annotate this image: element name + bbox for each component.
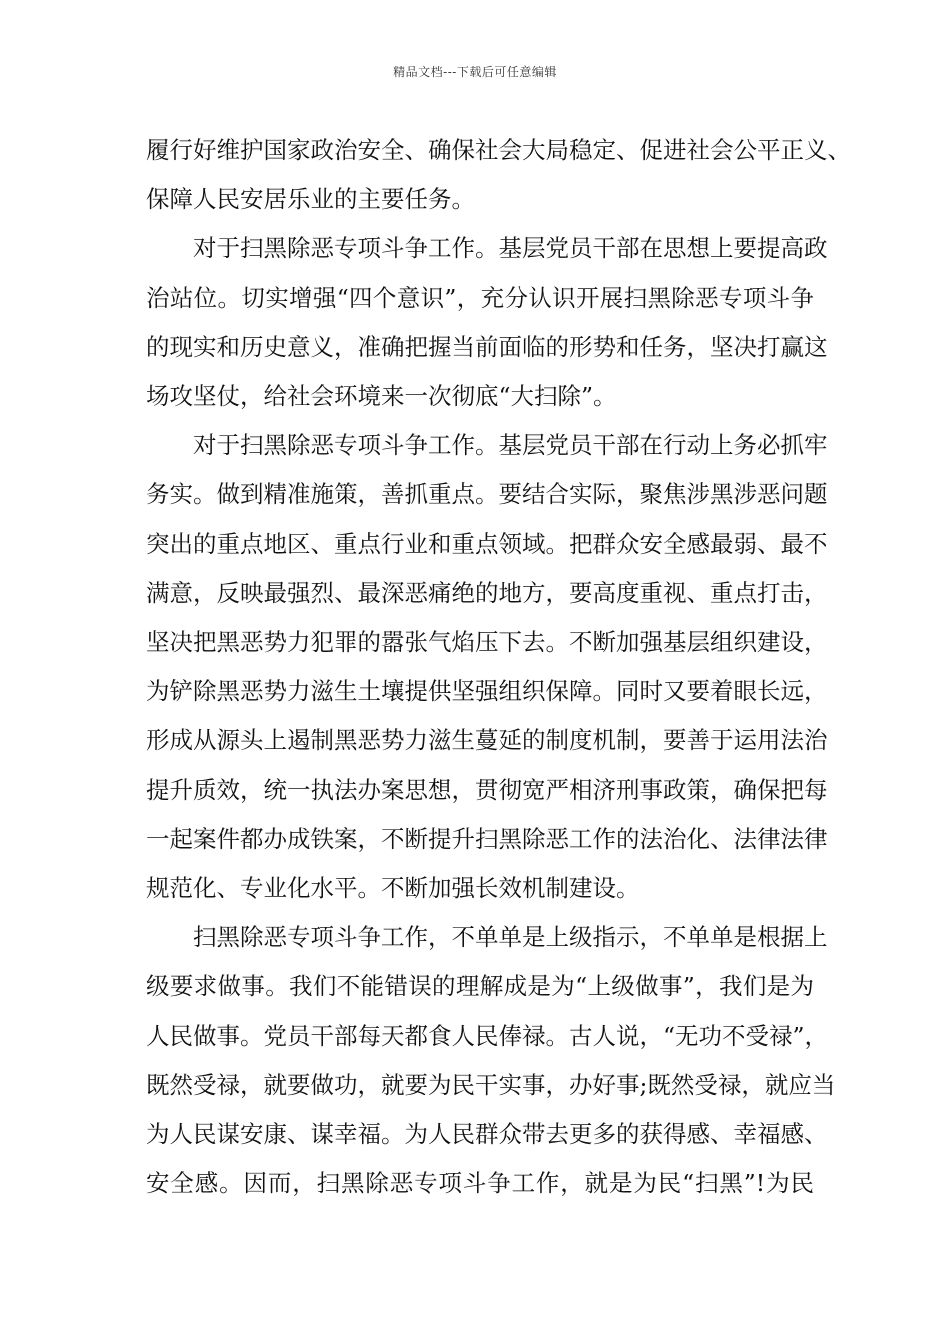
text-line: 坚决把黑恶势力犯罪的嚣张气焰压下去。不断加强基层组织建设， bbox=[146, 628, 828, 657]
text-line: 的现实和历史意义，准确把握当前面临的形势和任务，坚决打赢这 bbox=[146, 332, 828, 361]
text-line: 履行好维护国家政治安全、确保社会大局稳定、促进社会公平正义、 bbox=[146, 136, 851, 164]
paragraph-3 bbox=[146, 421, 828, 913]
text-line: 保障人民安居乐业的主要任务。 bbox=[146, 185, 475, 214]
text-line: 规范化、专业化水平。不断加强长效机制建设。 bbox=[146, 874, 640, 903]
text-line: 场攻坚仗，给社会环境来一次彻底“大扫除”。 bbox=[146, 382, 617, 411]
document-body bbox=[146, 126, 851, 1208]
text-line: 一起案件都办成铁案，不断提升扫黑除恶工作的法治化、法律法律 bbox=[146, 824, 828, 853]
paragraph-4 bbox=[146, 913, 836, 1208]
paragraph-1 bbox=[146, 126, 851, 224]
text-line: 安全感。因而，扫黑除恶专项斗争工作，就是为民“扫黑”!为民 bbox=[146, 1169, 814, 1198]
text-line: 务实。做到精准施策，善抓重点。要结合实际，聚焦涉黑涉恶问题 bbox=[146, 480, 828, 509]
text-line: 满意，反映最强烈、最深恶痛绝的地方，要高度重视、重点打击， bbox=[146, 578, 828, 607]
paragraph-2 bbox=[146, 224, 828, 421]
page-header: 精品文档---下载后可任意编辑 bbox=[393, 65, 557, 79]
text-line: 扫黑除恶专项斗争工作，不单单是上级指示，不单单是根据上 bbox=[193, 923, 828, 952]
text-line: 形成从源头上遏制黑恶势力滋生蔓延的制度机制，要善于运用法治 bbox=[146, 726, 828, 755]
text-line: 突出的重点地区、重点行业和重点领域。把群众安全感最弱、最不 bbox=[146, 529, 828, 558]
text-line: 对于扫黑除恶专项斗争工作。基层党员干部在行动上务必抓牢 bbox=[193, 431, 828, 460]
text-line: 人民做事。党员干部每天都食人民俸禄。古人说，“无功不受禄”， bbox=[146, 1021, 829, 1050]
text-line: 既然受禄，就要做功，就要为民干实事，办好事;既然受禄，就应当 bbox=[146, 1070, 836, 1099]
text-line: 提升质效，统一执法办案思想，贯彻宽严相济刑事政策，确保把每 bbox=[146, 775, 828, 804]
text-line: 治站位。切实增强“四个意识”，充分认识开展扫黑除恶专项斗争 bbox=[146, 283, 814, 312]
text-line: 为人民谋安康、谋幸福。为人民群众带去更多的获得感、幸福感、 bbox=[146, 1120, 828, 1149]
text-line: 为铲除黑恶势力滋生土壤提供坚强组织保障。同时又要着眼长远， bbox=[146, 677, 828, 706]
text-line: 级要求做事。我们不能错误的理解成是为“上级做事”，我们是为 bbox=[146, 972, 814, 1001]
text-line: 对于扫黑除恶专项斗争工作。基层党员干部在思想上要提高政 bbox=[193, 234, 828, 263]
